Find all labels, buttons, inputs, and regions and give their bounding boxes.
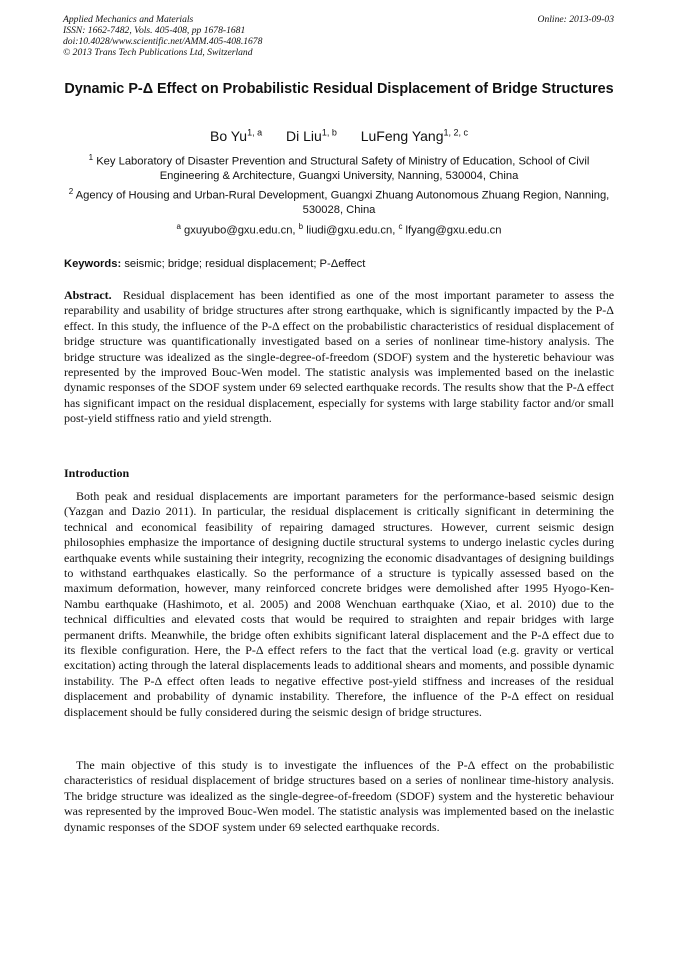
doi-line: doi:10.4028/www.scientific.net/AMM.405-408.1678 xyxy=(63,36,263,47)
abstract-label: Abstract. xyxy=(64,288,112,302)
issn-line: ISSN: 1662-7482, Vols. 405-408, pp 1678-1681 xyxy=(63,25,246,36)
body-paragraph: Both peak and residual displacements are important parameters for the performance-based seismic design (Yazgan and Dazio 2011). In particular, the residual displacement is critically significant in determining the technical and economical feasibility of repairing damaged structures. However, current seismic design philosophies emphasize the importance of designing ductile structural systems to undergo inelastic cycles during earthquake events while sustaining their integrity, recognizing the economic disadvantages of designing buildings to withstand earthquakes elastically. So the performance of a structure is typically assessed based on the maximum deformation, however, many reinforced concrete bridges were demolished after 1995 Hyogo-Ken-Nambu earthquake (Hashimoto, et al. 2005) and 2008 Wenchuan earthquake (Xiao, et al. 2010) due to the technical difficulties and elevated costs that would be required to straighten and repair bridges with large permanent drifts. Meanwhile, the bridge often exhibits significant lateral displacement and the P-Δ effect due to its flexible configuration. Here, the P-Δ effect refers to the fact that the vertical load (e.g. gravity or vertical excitation) acting through the lateral displacements leads to additional shears and moments, and possible dynamic instability. The P-Δ effect often leads to negative effective post-yield stiffness and increases of the residual displacement and probability of dynamic instability. Therefore, the influence of the P-Δ effect on residual displacement should be fully considered during the seismic design of bridge structures. xyxy=(64,489,614,719)
journal-header xyxy=(63,14,262,58)
abstract-text: Residual displacement has been identified as one of the most important parameter to assess the reparability and usability of bridge structures after strong earthquake, which is significantly impacted by the P-Δ effect. In this study, the influence of the P-Δ effect on the probabilistic characteristics of residual displacement of bridge structure was quantificationally investigated based on a series of nonlinear time-history analysis. The bridge structure was idealized as the single-degree-of-freedom (SDOF) system and the hysteretic behaviour was represented by the improved Bouc-Wen model. The statistic analysis was implemented based on the inelastic dynamic responses of the SDOF system under 69 selected earthquake records. The results show that the P-Δ effect has significant impact on the residual displacement, especially for systems with large stability factor and/or small post-yield stiffness ratio and yield strength. xyxy=(64,288,615,426)
keywords-text: seismic; bridge; residual displacement; P-Δeffect xyxy=(124,258,366,270)
affiliation: $^2$ Agency of Housing and Urban-Rural Development, Guangxi Zhuang Autonomous Zhuang Region, Nanning, 530028, China xyxy=(68,187,610,216)
author-list xyxy=(64,123,614,145)
email-link[interactable]: gxuyubo@gxu.edu.cn, xyxy=(184,224,296,237)
body-paragraph: The main objective of this study is to investigate the influences of the P-Δ effect on the probabilistic characteristics of residual displacement of bridge structures based on a series of nonlinear time-history analysis. The bridge structure was idealized as the single-degree-of-freedom (SDOF) system and the hysteretic behaviour was represented by the improved Bouc-Wen model. The statistic analysis was implemented based on the inelastic dynamic responses of the SDOF system under 69 selected earthquake records. xyxy=(64,758,614,834)
keywords xyxy=(64,257,614,271)
email-link[interactable]: liudi@gxu.edu.cn, xyxy=(306,224,396,237)
abstract xyxy=(64,288,614,427)
author: LuFeng Yang$^{1, 2, c}$ xyxy=(360,127,469,144)
section-heading: Introduction xyxy=(64,466,130,480)
affiliation: $^1$ Key Laboratory of Disaster Prevention and Structural Safety of Ministry of Education, School of Civil Engineering & Architecture, Guangxi University, Nanning, 530004, China xyxy=(88,153,590,182)
online-date: Online: 2013-09-03 xyxy=(537,14,614,25)
keywords-label: Keywords: xyxy=(64,258,122,270)
journal-name: Applied Mechanics and Materials xyxy=(63,14,194,25)
paper-title: Dynamic P-Δ Effect on Probabilistic Residual Displacement of Bridge Structures xyxy=(64,81,614,97)
author: Bo Yu$^{1, a}$ xyxy=(209,127,263,144)
copyright-line: © 2013 Trans Tech Publications Ltd, Switzerland xyxy=(63,47,253,58)
email-link[interactable]: lfyang@gxu.edu.cn xyxy=(405,224,502,237)
author-emails: $^a$ gxuyubo@gxu.edu.cn, $^b$ liudi@gxu.edu.cn, $^c$ lfyang@gxu.edu.cn xyxy=(176,222,502,237)
author: Di Liu$^{1, b}$ xyxy=(286,127,337,144)
